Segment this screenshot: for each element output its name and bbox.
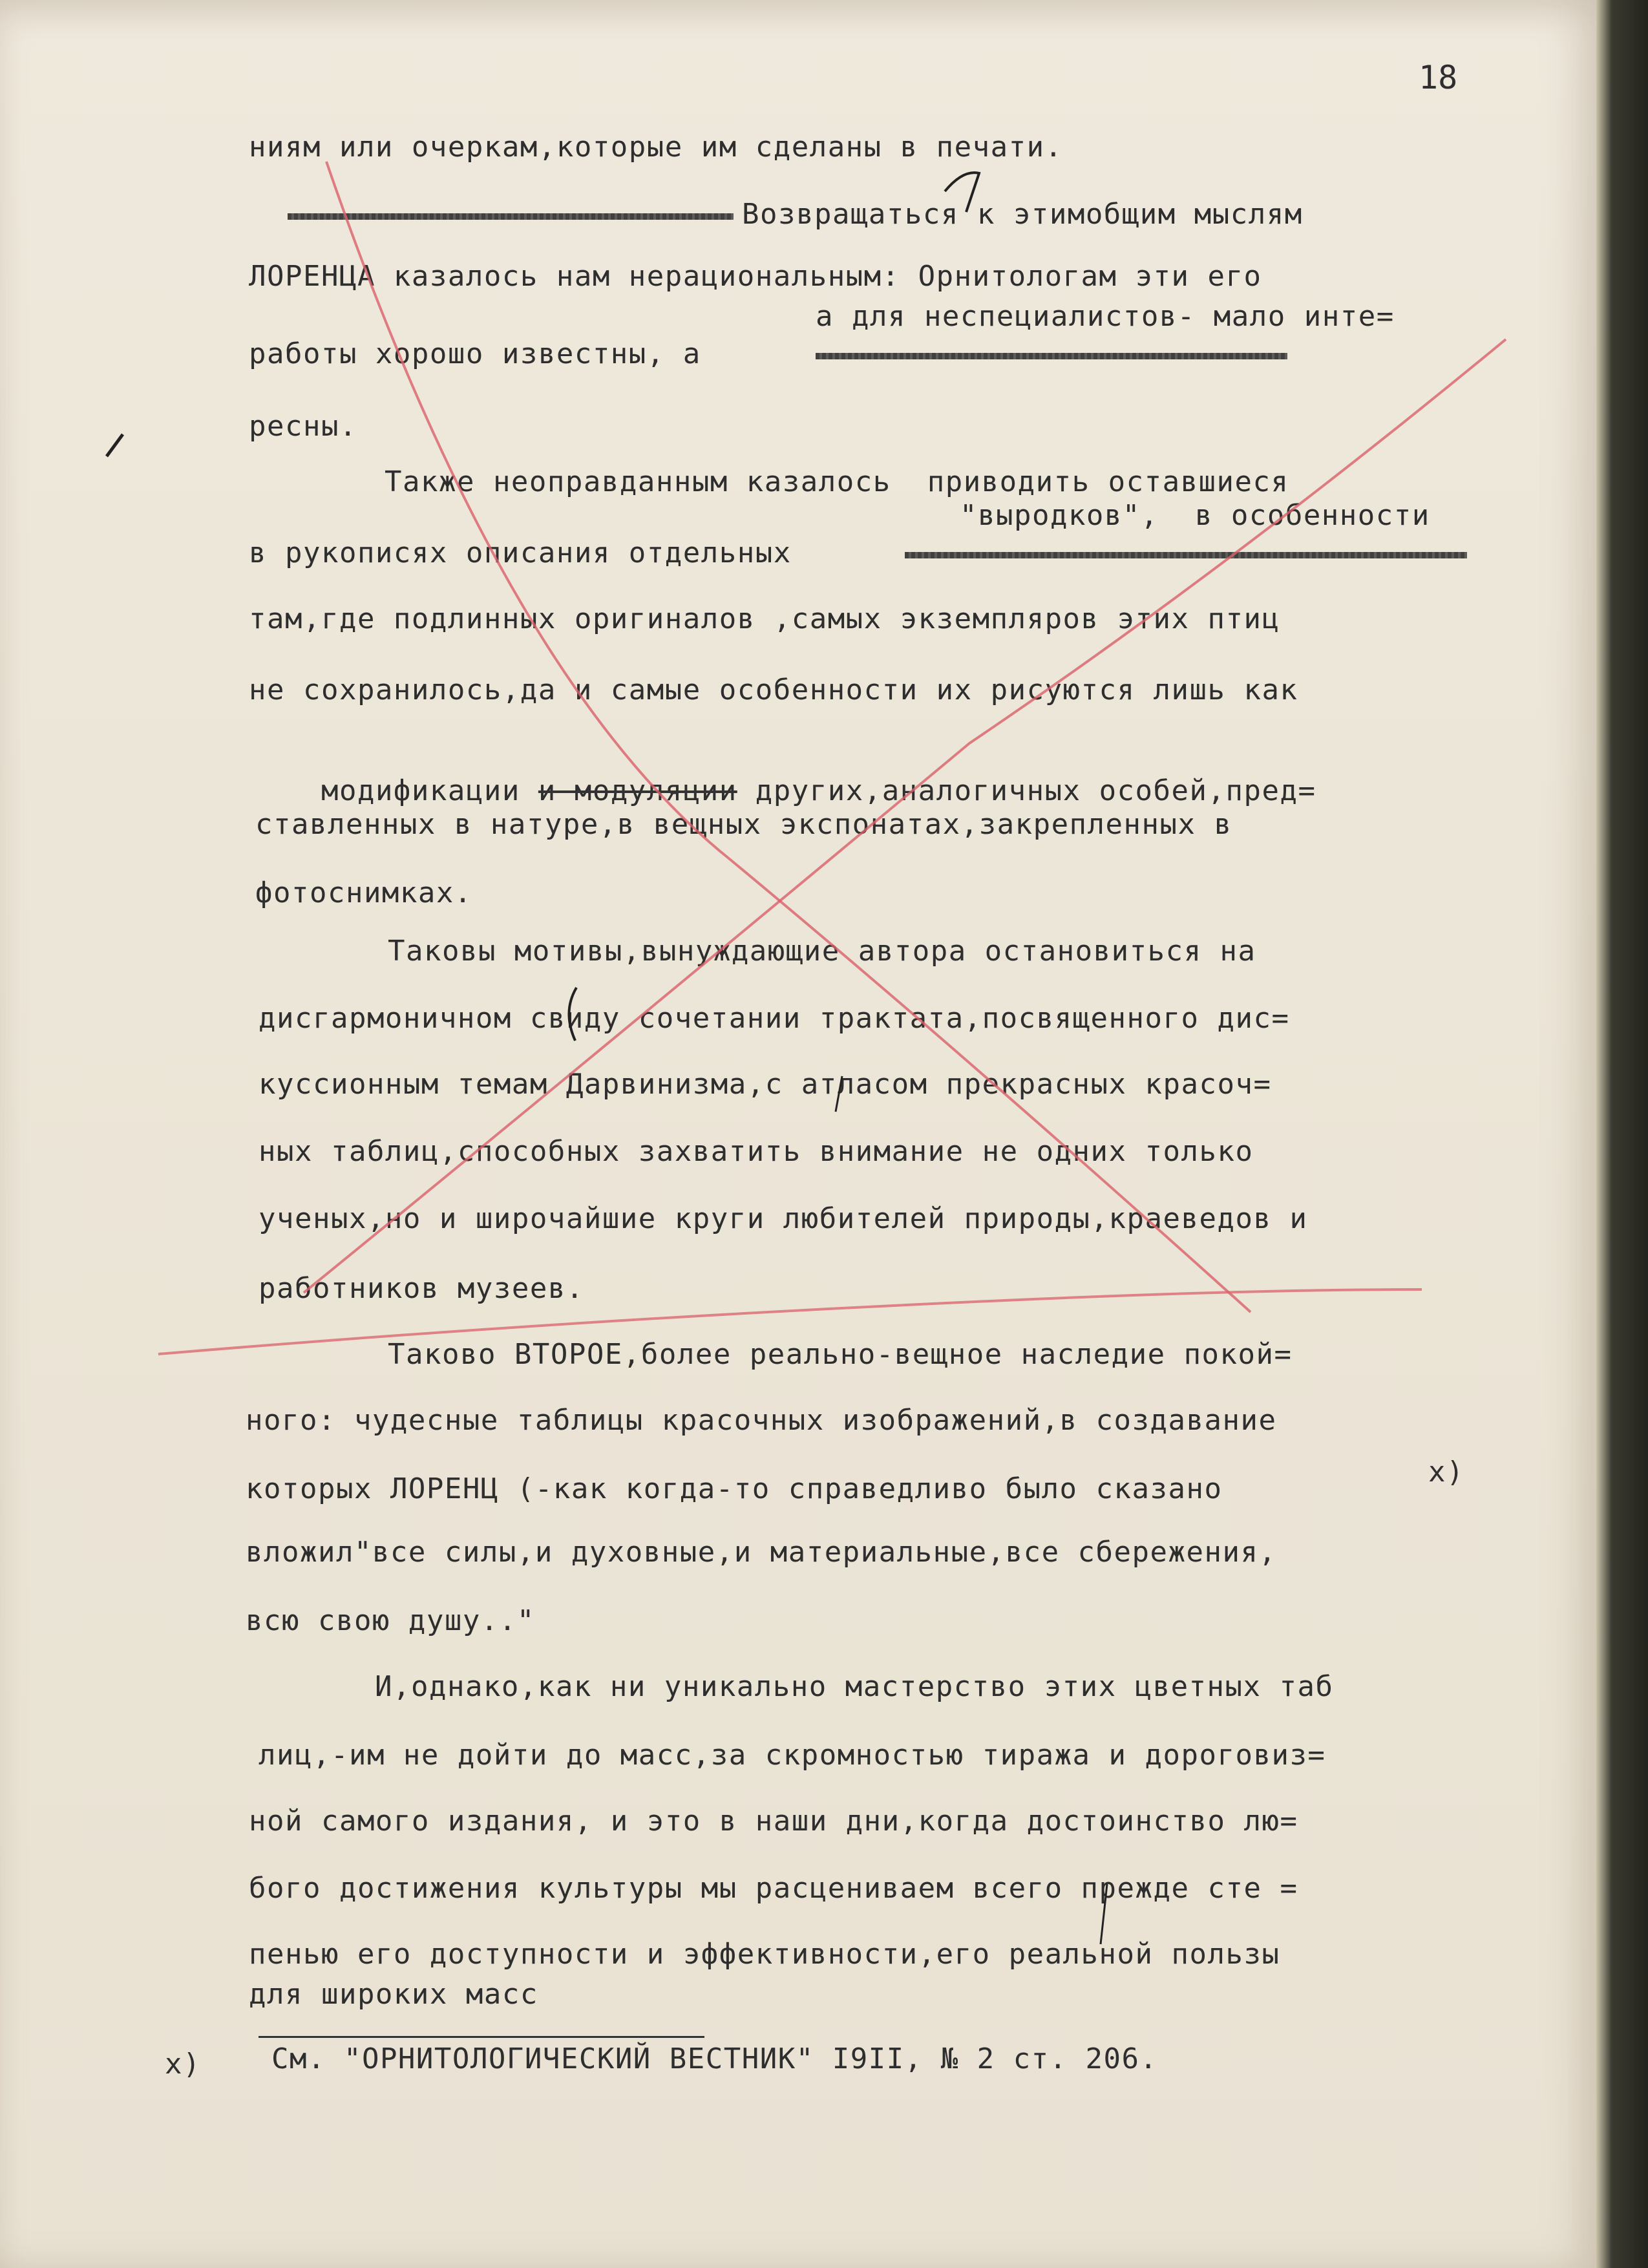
text-line-16: дисгармоничном свиду сочетании трактата,посвященного дис=: [259, 1002, 1290, 1035]
footnote-mark: х): [165, 2048, 201, 2081]
page-edge-shadow: [1596, 0, 1648, 2268]
red-pencil-underline: [158, 1289, 1422, 1354]
text-line-14: фотоснимках.: [255, 876, 472, 909]
text-line-30: пенью его доступности и эффективности,его реальной пользы: [249, 1938, 1280, 1971]
text-line-26: И,однако,как ни уникально мастерство этих цветных таб: [375, 1670, 1334, 1703]
text-line-1: ниям или очеркам,которые им сделаны в печати.: [249, 131, 1063, 164]
text-line-24: вложил"все силы,и духовные,и материальные,все сбережения,: [246, 1536, 1277, 1569]
text-line-31: для широких масс: [249, 1978, 538, 2011]
text-line-22: ного: чудесные таблицы красочных изображений,в создавание: [246, 1404, 1277, 1437]
text-line-6: ресны.: [249, 410, 357, 443]
text-line-29: бого достижения культуры мы расцениваем всего прежде сте =: [249, 1872, 1298, 1905]
text-line-20: работников музеев.: [259, 1272, 584, 1305]
footnote-text: См. "ОРНИТОЛОГИЧЕСКИЙ ВЕСТНИК" I9II, № 2 ст. 206.: [271, 2042, 1158, 2075]
text-line-12-start: модификации: [321, 774, 538, 807]
red-pencil-cross-stroke-1: [326, 162, 1251, 1312]
correction-mark-1: [945, 173, 979, 212]
text-line-13: ставленных в натуре,в вещных экспонатах,закрепленных в: [255, 808, 1232, 841]
text-line-27: лиц,-им не дойти до масс,за скромностью тиража и дороговиз=: [259, 1739, 1326, 1772]
text-line-21: Таково ВТОРОЕ,более реально-вещное наследие покой=: [388, 1338, 1293, 1371]
text-line-18: ных таблиц,способных захватить внимание не одних только: [259, 1135, 1254, 1168]
page-number: 18: [1419, 59, 1458, 96]
margin-tick-mark: [107, 434, 123, 456]
text-line-28: ной самого издания, и это в наши дни,когда достоинство лю=: [249, 1805, 1298, 1838]
text-line-9: в рукописях описания отдельных: [249, 536, 792, 569]
text-line-25: всю свою душу..": [246, 1604, 535, 1637]
correction-mark-3: [836, 1076, 842, 1112]
text-line-11: не сохранилось,да и самые особенности их рисуются лишь как: [249, 673, 1298, 706]
text-line-15: Таковы мотивы,вынуждающие автора остановиться на: [388, 935, 1256, 968]
text-line-3: ЛОРЕНЦА казалось нам нерациональным: Орнитологам эти его: [249, 260, 1262, 293]
text-line-23: которых ЛОРЕНЦ (-как когда-то справедливо было сказано: [246, 1472, 1223, 1505]
inserted-text-line-4: а для неспециалистов- мало инте=: [816, 300, 1395, 333]
text-line-2: Возвращаться к этимобщим мыслям: [742, 198, 1303, 231]
pen-struck-text: и модуляции: [538, 774, 737, 807]
text-line-12-end: других,аналогичных особей,пред=: [737, 774, 1316, 807]
text-line-17: куссионным темам Дарвинизма,с атласом прекрасных красоч=: [259, 1068, 1272, 1101]
correction-mark-2: [569, 988, 576, 1041]
text-line-7: Также неоправданным казалось приводить оставшиеся: [385, 465, 1289, 498]
text-line-19: ученых,но и широчайшие круги любителей природы,краеведов и: [259, 1202, 1308, 1235]
correction-mark-4: [1101, 1884, 1107, 1944]
footnote-reference-mark: х): [1428, 1456, 1464, 1489]
inserted-text-line-8: "выродков", в особенности: [960, 499, 1430, 532]
text-line-10: там,где подлинных оригиналов ,самых экземпляров этих птиц: [249, 602, 1280, 635]
text-line-5: работы хорошо известны, а: [249, 337, 701, 370]
red-pencil-cross-stroke-2: [304, 339, 1506, 1293]
